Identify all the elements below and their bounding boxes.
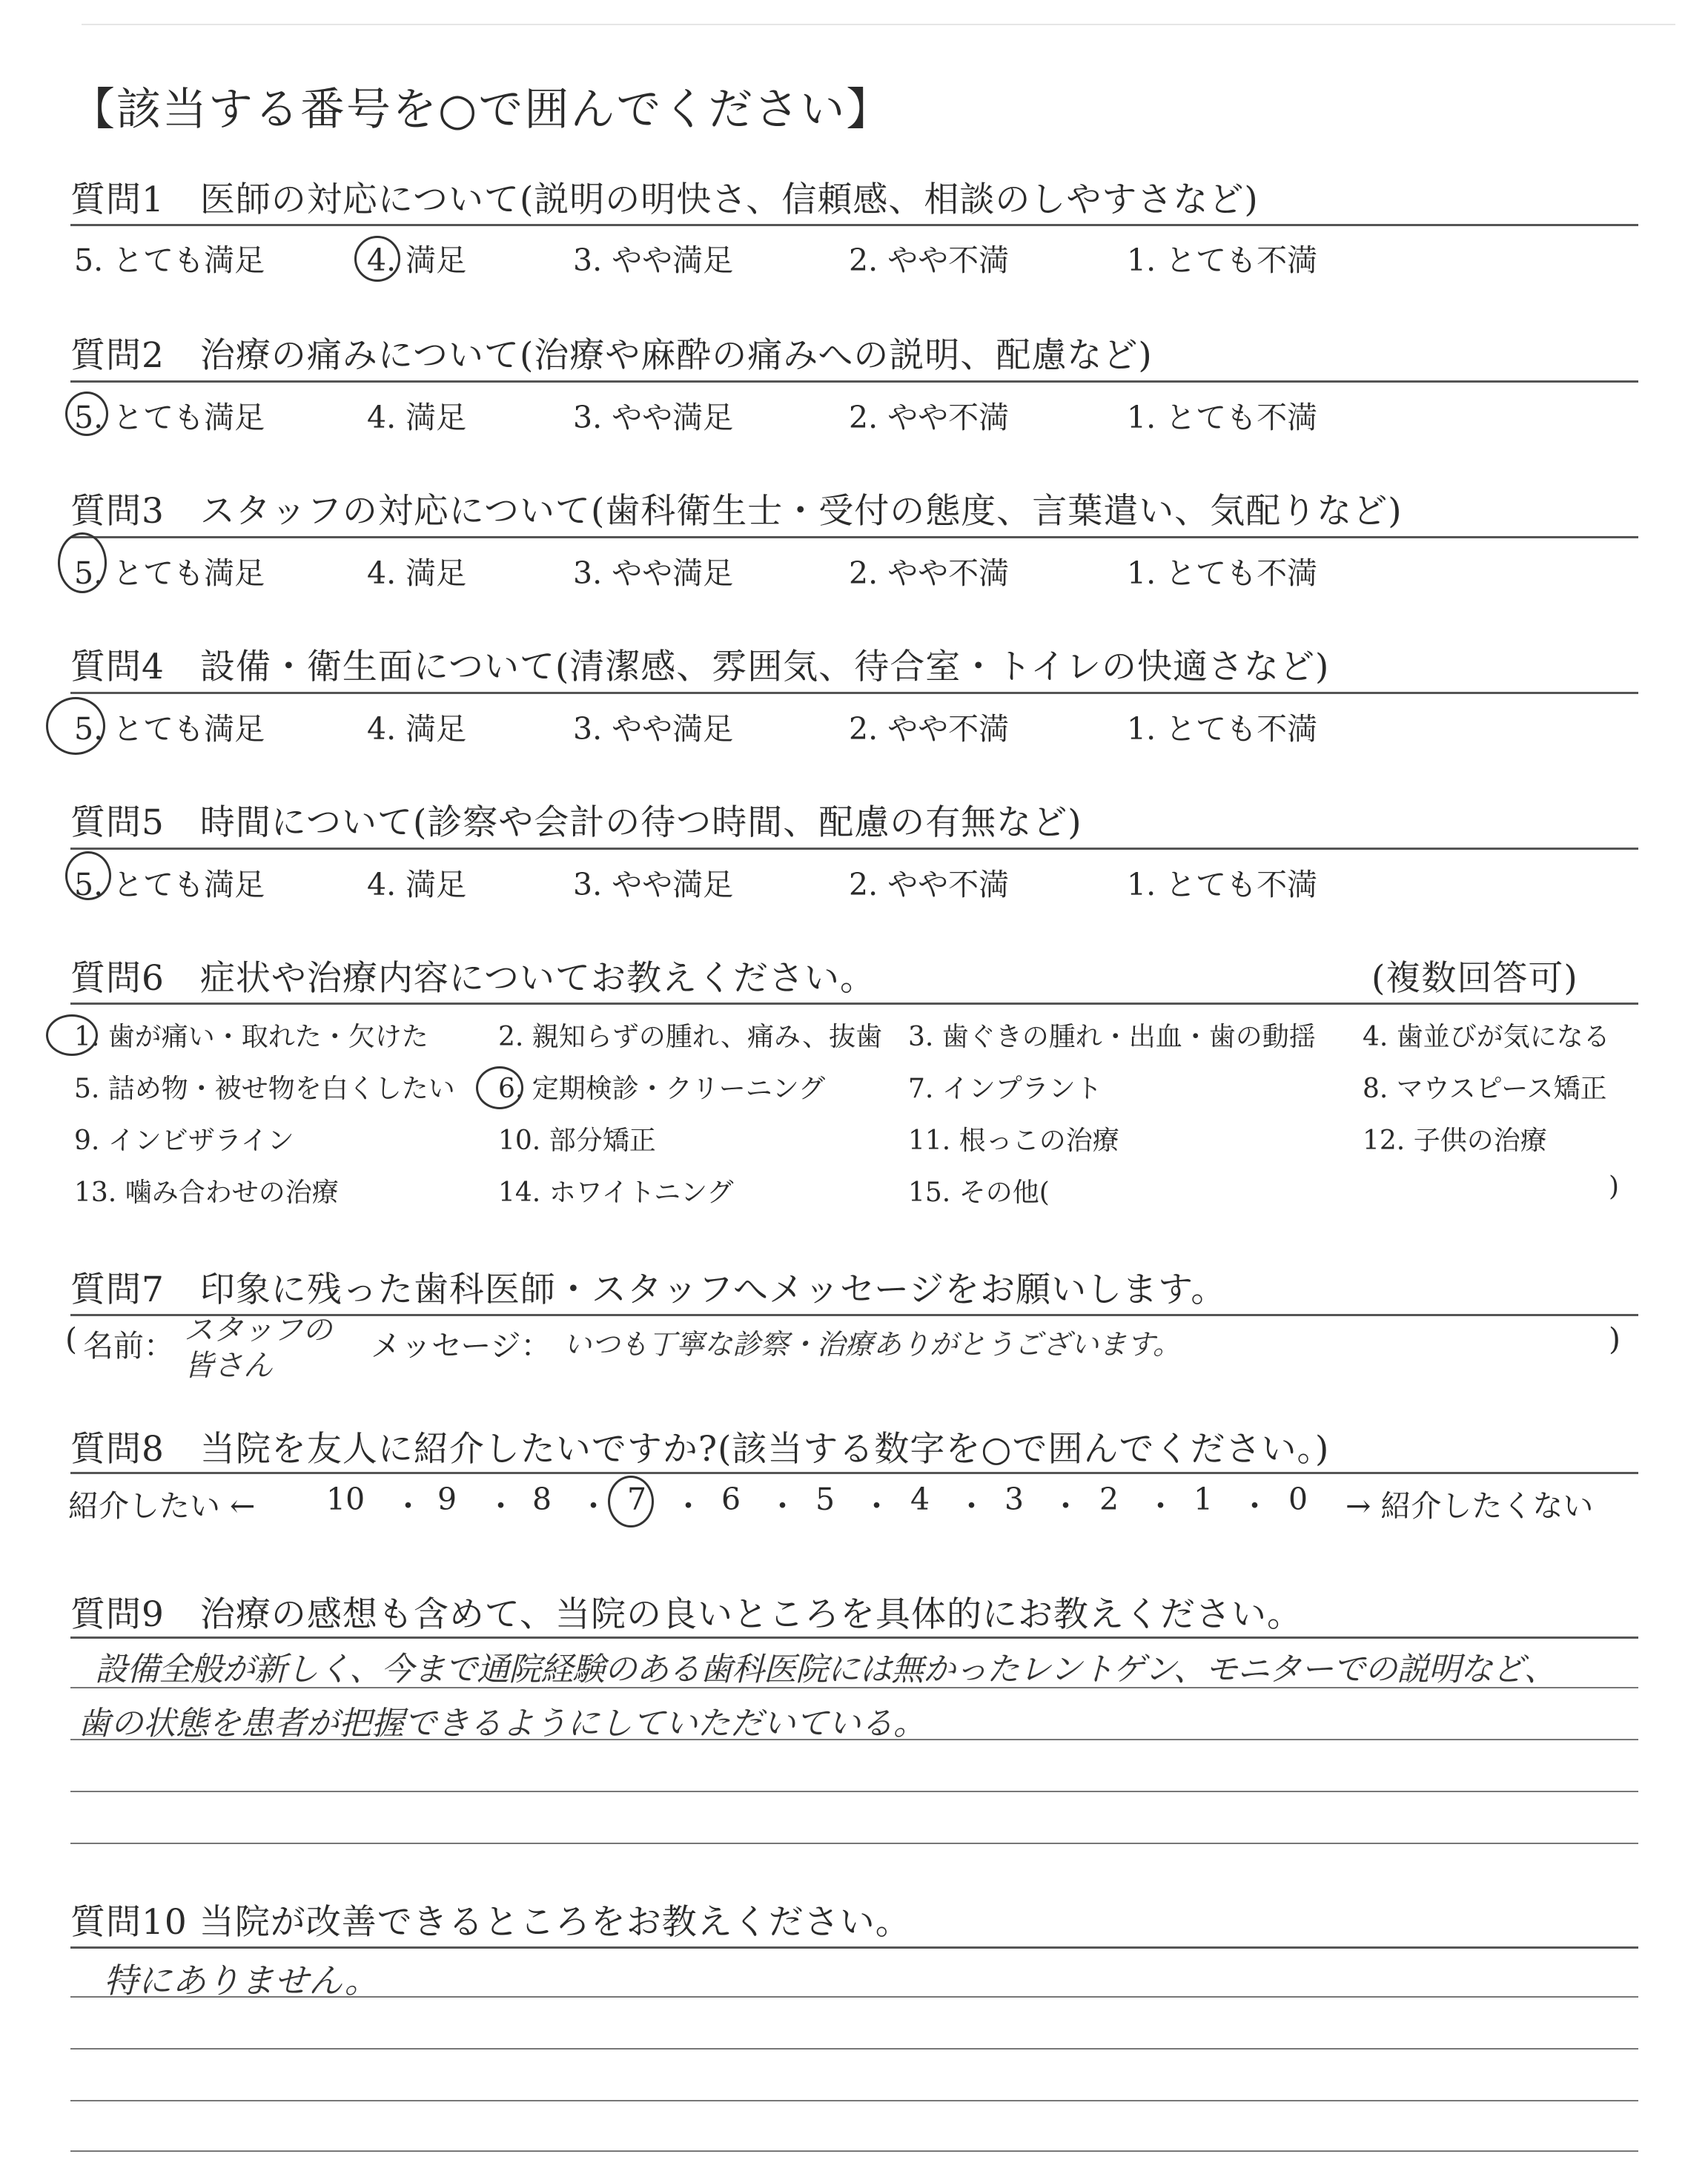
q2-option-5[interactable]: 5. とても満足 <box>74 400 265 435</box>
q9-answer-line <box>70 1791 1638 1792</box>
q6-option-10[interactable]: 10. 部分矯正 <box>498 1126 656 1156</box>
q8-separator: ・ <box>1050 1488 1081 1524</box>
q2-option-4[interactable]: 4. 満足 <box>367 400 467 435</box>
q7-message-value[interactable]: いつも丁寧な診察・治療ありがとうございます。 <box>563 1328 1181 1361</box>
q3-option-3[interactable]: 3. やや満足 <box>573 555 734 591</box>
q9-title: 質問9 治療の感想も含めて、当院の良いところを具体的にお教えください。 <box>70 1594 1302 1635</box>
q8-separator: ・ <box>486 1488 516 1524</box>
q5-option-4[interactable]: 4. 満足 <box>367 867 467 902</box>
q6-option-12[interactable]: 12. 子供の治療 <box>1363 1126 1547 1156</box>
q5-rule <box>70 848 1638 850</box>
q8-score-0[interactable]: 0 <box>1288 1482 1308 1517</box>
q8-rule <box>70 1472 1638 1474</box>
q6-option-2[interactable]: 2. 親知らずの腫れ、痛み、抜歯 <box>498 1022 883 1052</box>
q10-answer-line <box>70 2150 1638 2152</box>
q8-score-1[interactable]: 1 <box>1194 1482 1214 1517</box>
q6-option-11[interactable]: 11. 根っこの治療 <box>908 1126 1119 1156</box>
q2-rule <box>70 380 1638 383</box>
q8-score-8[interactable]: 8 <box>532 1482 552 1517</box>
q10-title: 質問10 当院が改善できるところをお教えください。 <box>70 1902 911 1943</box>
q8-score-4[interactable]: 4 <box>910 1482 930 1517</box>
q5-selection-circle <box>65 851 111 900</box>
q10-rule <box>70 1946 1638 1949</box>
q10-answer-line <box>70 2100 1638 2101</box>
q8-score-3[interactable]: 3 <box>1004 1482 1025 1517</box>
q1-option-5[interactable]: 5. とても満足 <box>74 242 265 278</box>
q2-option-2[interactable]: 2. やや不満 <box>849 400 1010 435</box>
q6-option-9[interactable]: 9. インビザライン <box>74 1126 294 1156</box>
q8-separator: ・ <box>393 1488 423 1524</box>
q1-rule <box>70 224 1638 226</box>
q1-title: 質問1 医師の対応について(説明の明快さ、信頼感、相談のしやすさなど) <box>70 179 1259 220</box>
q8-left-label: 紹介したい ← <box>68 1488 256 1524</box>
q8-separator: ・ <box>1239 1488 1270 1524</box>
q3-option-2[interactable]: 2. やや不満 <box>849 555 1010 591</box>
q6-selection-circle-6 <box>476 1066 523 1109</box>
q8-selection-circle <box>608 1476 654 1527</box>
q5-option-1[interactable]: 1. とても不満 <box>1127 867 1318 902</box>
q6-option-15[interactable]: 15. その他( <box>908 1178 1050 1208</box>
q5-title: 質問5 時間について(診察や会計の待つ時間、配慮の有無など) <box>70 802 1082 843</box>
q6-option-14[interactable]: 14. ホワイトニング <box>498 1178 734 1208</box>
q4-option-2[interactable]: 2. やや不満 <box>849 711 1010 747</box>
q8-separator: ・ <box>861 1488 892 1524</box>
q6-option-1[interactable]: 1. 歯が痛い・取れた・欠けた <box>74 1022 428 1052</box>
q6-note: (複数回答可) <box>1371 958 1578 999</box>
q8-score-9[interactable]: 9 <box>437 1482 457 1517</box>
q2-option-1[interactable]: 1. とても不満 <box>1127 400 1318 435</box>
q3-option-5[interactable]: 5. とても満足 <box>74 555 265 591</box>
q3-selection-circle <box>58 532 107 593</box>
q8-score-7[interactable]: 7 <box>627 1482 647 1517</box>
q4-option-1[interactable]: 1. とても不満 <box>1127 711 1318 747</box>
q3-option-1[interactable]: 1. とても不満 <box>1127 555 1318 591</box>
page-header: 【該当する番号を○で囲んでください】 <box>70 84 893 136</box>
q4-option-5[interactable]: 5. とても満足 <box>74 711 265 747</box>
q8-separator: ・ <box>1145 1488 1176 1524</box>
q6-option-6[interactable]: 6. 定期検診・クリーニング <box>498 1074 826 1104</box>
q6-rule <box>70 1003 1638 1005</box>
q6-option-15-close: ) <box>1609 1172 1620 1202</box>
q2-selection-circle <box>65 392 108 436</box>
q8-score-5[interactable]: 5 <box>815 1482 835 1517</box>
q8-separator: ・ <box>767 1488 798 1524</box>
q4-rule <box>70 692 1638 694</box>
q7-name-value[interactable]: スタッフの皆さん <box>184 1313 332 1383</box>
q6-option-3[interactable]: 3. 歯ぐきの腫れ・出血・歯の動揺 <box>908 1022 1316 1052</box>
q3-title: 質問3 スタッフの対応について(歯科衛生士・受付の態度、言葉遣い、気配りなど) <box>70 491 1403 532</box>
q1-option-3[interactable]: 3. やや満足 <box>573 242 734 278</box>
q6-option-8[interactable]: 8. マウスピース矯正 <box>1363 1074 1607 1104</box>
q8-separator: ・ <box>956 1488 987 1524</box>
top-border <box>82 24 1675 25</box>
q9-rule <box>70 1636 1638 1639</box>
q2-title: 質問2 治療の痛みについて(治療や麻酔の痛みへの説明、配慮など) <box>70 335 1153 376</box>
q9-answer-line <box>70 1843 1638 1844</box>
q8-score-6[interactable]: 6 <box>721 1482 741 1517</box>
q5-option-5[interactable]: 5. とても満足 <box>74 867 265 902</box>
q7-close-paren: ) <box>1609 1321 1621 1357</box>
q9-answer-text-1[interactable]: 設備全般が新しく、今まで通院経験のある歯科医院には無かったレントゲン、モニターでの説明など、 <box>95 1651 1556 1688</box>
q10-answer-line <box>70 2048 1638 2050</box>
q6-option-13[interactable]: 13. 噛み合わせの治療 <box>74 1178 339 1208</box>
q7-name-label: 名前： <box>83 1328 174 1364</box>
q1-selection-circle <box>354 236 400 282</box>
q7-open-paren: ( <box>65 1321 77 1357</box>
q2-option-3[interactable]: 3. やや満足 <box>573 400 734 435</box>
q4-title: 質問4 設備・衛生面について(清潔感、雰囲気、待合室・トイレの快適さなど) <box>70 647 1330 687</box>
q5-option-3[interactable]: 3. やや満足 <box>573 867 734 902</box>
q6-option-7[interactable]: 7. インプラント <box>908 1074 1102 1104</box>
q8-separator: ・ <box>673 1488 704 1524</box>
q1-option-1[interactable]: 1. とても不満 <box>1127 242 1318 278</box>
q9-answer-text-2[interactable]: 歯の状態を患者が把握できるようにしていただいている。 <box>78 1705 926 1743</box>
q1-option-2[interactable]: 2. やや不満 <box>849 242 1010 278</box>
q3-rule <box>70 536 1638 538</box>
q8-right-label: → 紹介したくない <box>1345 1488 1594 1524</box>
q6-selection-circle-1 <box>46 1014 98 1056</box>
q6-option-5[interactable]: 5. 詰め物・被せ物を白くしたい <box>74 1074 455 1104</box>
q4-option-3[interactable]: 3. やや満足 <box>573 711 734 747</box>
q3-option-4[interactable]: 4. 満足 <box>367 555 467 591</box>
q8-score-10[interactable]: 10 <box>326 1482 365 1517</box>
q1-option-4[interactable]: 4. 満足 <box>367 242 467 278</box>
q7-title: 質問7 印象に残った歯科医師・スタッフへメッセージをお願いします。 <box>70 1269 1227 1310</box>
q5-option-2[interactable]: 2. やや不満 <box>849 867 1010 902</box>
q8-separator: ・ <box>578 1488 609 1524</box>
q8-title: 質問8 当院を友人に紹介したいですか?(該当する数字を○で囲んでください。) <box>70 1429 1330 1470</box>
q6-title: 質問6 症状や治療内容についてお教えください。 <box>70 958 875 999</box>
q4-selection-circle <box>46 697 105 755</box>
q7-message-label: メッセージ： <box>371 1328 552 1364</box>
q8-score-2[interactable]: 2 <box>1099 1482 1119 1517</box>
q4-option-4[interactable]: 4. 満足 <box>367 711 467 747</box>
q6-option-4[interactable]: 4. 歯並びが気になる <box>1363 1022 1610 1052</box>
q10-answer-text[interactable]: 特にありません。 <box>104 1961 379 2001</box>
